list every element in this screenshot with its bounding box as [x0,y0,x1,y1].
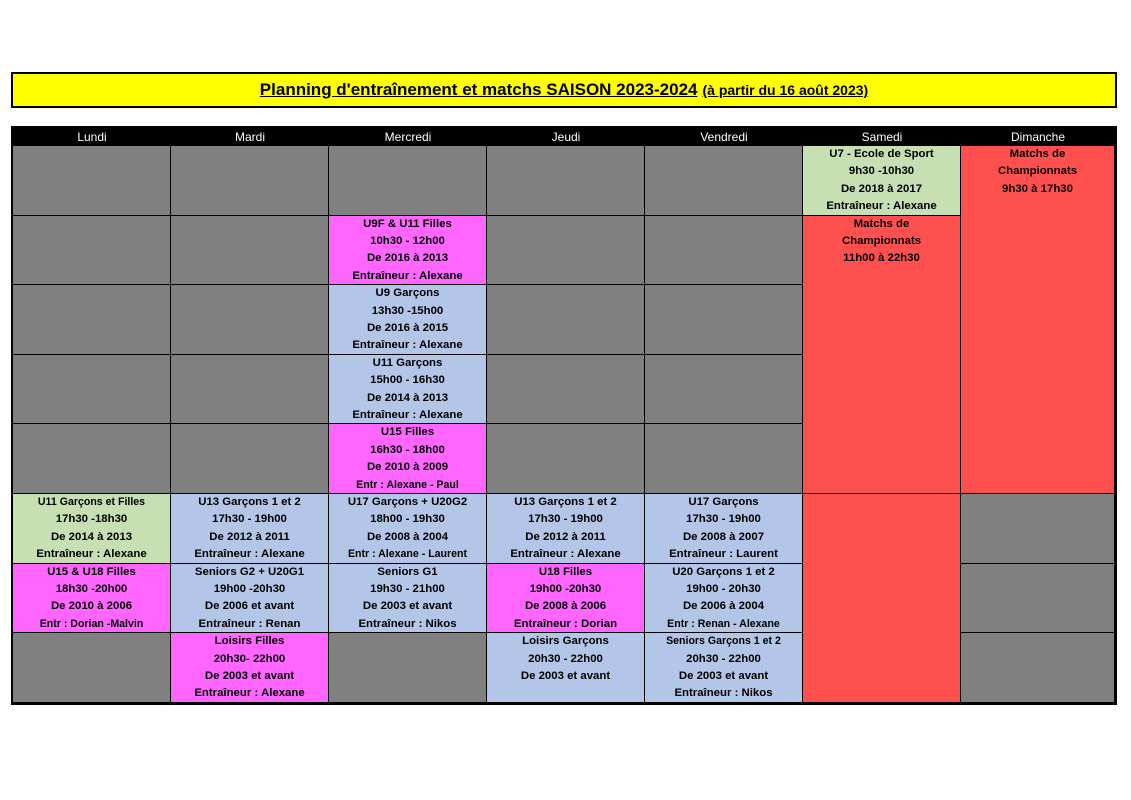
session-detail: Entr : Alexane - Paul [356,478,459,491]
page-title [11,72,1117,108]
session-detail: 20h30 - 22h00 [686,652,761,665]
empty-cell-samedi-5 [803,494,961,703]
empty-cell-mercredi-7 [329,633,487,703]
empty-cell-lundi-2 [13,285,171,355]
session-detail: De 2010 à 2009 [366,461,449,474]
session-detail: De 2006 et avant [204,600,295,613]
empty-cell-dimanche-6 [961,564,1115,634]
session-title: Matchs de [1009,148,1066,160]
session-detail: De 2003 et avant [520,669,611,682]
session-title: Matchs de [853,217,910,230]
session-detail: 18h00 - 19h30 [370,513,445,526]
session-detail: De 2014 à 2013 [366,391,449,404]
session-detail: Entraîneur : Nikos [674,687,773,700]
session-detail: Entraîneur : Renan [198,617,301,630]
session-cell-jeudi-7 [487,633,645,703]
session-detail: Entr : Dorian -Malvin [39,617,144,630]
day-header-2: Mercredi [329,128,487,146]
empty-cell-vendredi-4 [645,424,803,494]
session-cell-jeudi-6 [487,564,645,634]
empty-cell-jeudi-1 [487,216,645,286]
empty-cell-jeudi-2 [487,285,645,355]
empty-cell-vendredi-3 [645,355,803,425]
session-title: U15 Filles [380,426,435,439]
session-detail: 13h30 -15h00 [371,304,444,317]
session-cell-mercredi-2 [329,285,487,355]
session-title: Seniors G1 [377,565,438,578]
session-cell-lundi-6 [13,564,171,634]
session-cell-dimanche-0 [961,146,1115,494]
empty-cell-jeudi-0 [487,146,645,216]
session-detail: 19h30 - 21h00 [370,582,445,595]
empty-cell-jeudi-3 [487,355,645,425]
empty-cell-mardi-2 [171,285,329,355]
session-detail: Championnats [841,234,922,247]
day-header-0: Lundi [13,128,171,146]
schedule-table [11,126,1117,705]
empty-cell-jeudi-4 [487,424,645,494]
empty-cell-lundi-0 [13,146,171,216]
empty-cell-lundi-7 [13,633,171,703]
session-detail: 17h30 - 19h00 [686,513,761,526]
session-detail: 19h00 -20h30 [213,582,286,595]
session-title: U9 Garçons [375,287,440,300]
session-title: U17 Garçons [688,496,759,508]
session-detail: Entraîneur : Alexane [510,548,621,561]
session-cell-samedi-1 [803,216,961,494]
session-detail: 9h30 à 17h30 [1002,182,1073,195]
empty-cell-vendredi-0 [645,146,803,216]
session-detail: De 2018 à 2017 [840,182,923,195]
session-detail: 16h30 - 18h00 [370,443,445,456]
session-cell-lundi-5 [13,494,171,564]
session-detail: Championnats [997,165,1078,178]
session-detail: De 2016 à 2015 [366,321,449,334]
session-detail: De 2016 à 2013 [366,252,449,265]
day-header-3: Jeudi [487,128,645,146]
session-detail: 20h30 - 22h00 [528,652,603,665]
session-cell-vendredi-7 [645,633,803,703]
session-detail: Entraîneur : Alexane [352,339,463,352]
session-title: U15 & U18 Filles [47,565,136,578]
session-detail: Entraîneur : Alexane [36,548,147,561]
session-detail: Entraîneur : Dorian [513,617,618,630]
empty-cell-vendredi-1 [645,216,803,286]
session-detail: De 2006 à 2004 [682,600,765,613]
session-detail: Entr : Renan - Alexane [667,617,780,630]
session-title: U11 Garçons [372,356,443,369]
session-title: Loisirs Garçons [522,635,609,648]
empty-cell-mercredi-0 [329,146,487,216]
title-main: Planning d'entraînement et matchs SAISON 2023-2024 [259,80,698,99]
session-detail: Entraîneur : Alexane [352,269,463,282]
session-cell-vendredi-5 [645,494,803,564]
session-cell-mardi-5 [171,494,329,564]
session-detail: De 2014 à 2013 [50,530,133,543]
session-title: Seniors Garçons 1 et 2 [666,635,781,648]
session-detail: Entraîneur : Laurent [669,548,778,561]
session-detail: 17h30 -18h30 [55,513,128,526]
session-title: U13 Garçons 1 et 2 [198,496,301,508]
empty-cell-lundi-4 [13,424,171,494]
session-title: U7 - Ecole de Sport [829,148,934,160]
session-cell-mardi-6 [171,564,329,634]
session-detail: Entr : Alexane - Laurent [347,548,468,561]
session-detail: 18h30 -20h00 [55,582,128,595]
session-detail: 10h30 - 12h00 [370,234,445,247]
session-cell-mercredi-1 [329,216,487,286]
empty-cell-mardi-1 [171,216,329,286]
day-header-4: Vendredi [645,128,803,146]
session-detail: De 2010 à 2006 [50,600,133,613]
title-subtitle: (à partir du 16 août 2023) [702,82,869,98]
session-detail: 9h30 -10h30 [848,165,915,178]
session-title: U13 Garçons 1 et 2 [514,496,617,508]
session-cell-vendredi-6 [645,564,803,634]
session-detail: De 2008 à 2006 [524,600,607,613]
day-header-6: Dimanche [961,128,1115,146]
empty-cell-mardi-4 [171,424,329,494]
session-detail: De 2008 à 2004 [366,530,449,543]
session-detail: 20h30- 22h00 [213,652,286,665]
session-detail: 19h00 -20h30 [529,582,602,595]
session-detail: 15h00 - 16h30 [370,374,445,387]
session-detail: 11h00 à 22h30 [843,252,920,265]
session-detail: Entraîneur : Alexane [352,408,463,421]
session-detail: De 2008 à 2007 [682,530,765,543]
empty-cell-lundi-1 [13,216,171,286]
empty-cell-lundi-3 [13,355,171,425]
session-title: Loisirs Filles [214,635,285,648]
session-cell-mercredi-5 [329,494,487,564]
session-cell-samedi-0 [803,146,961,216]
session-cell-jeudi-5 [487,494,645,564]
session-detail: De 2012 à 2011 [209,530,290,543]
session-title: U20 Garçons 1 et 2 [672,565,775,578]
day-header-5: Samedi [803,128,961,146]
session-title: U18 Filles [538,565,593,578]
empty-cell-dimanche-5 [961,494,1115,564]
session-cell-mardi-7 [171,633,329,703]
session-detail: Entraîneur : Nikos [358,617,457,630]
empty-cell-dimanche-7 [961,633,1115,703]
session-cell-mercredi-4 [329,424,487,494]
session-title: U17 Garçons + U20G2 [347,496,468,508]
session-detail: Entraîneur : Alexane [194,687,305,700]
session-detail: De 2003 et avant [204,669,295,682]
empty-cell-vendredi-2 [645,285,803,355]
session-title: U9F & U11 Filles [363,217,452,230]
empty-cell-mardi-0 [171,146,329,216]
session-detail: 17h30 - 19h00 [528,513,603,526]
session-detail: De 2003 et avant [362,600,453,613]
session-detail: 17h30 - 19h00 [212,513,287,526]
session-detail: De 2003 et avant [678,669,769,682]
session-detail: Entraîneur : Alexane [194,548,305,561]
session-detail: De 2012 à 2011 [525,530,606,543]
session-title: U11 Garçons et Filles [37,496,146,508]
session-title: Seniors G2 + U20G1 [194,565,305,578]
day-header-1: Mardi [171,128,329,146]
empty-cell-mardi-3 [171,355,329,425]
session-cell-mercredi-6 [329,564,487,634]
session-detail: Entraîneur : Alexane [826,200,937,213]
session-cell-mercredi-3 [329,355,487,425]
session-detail: 19h00 - 20h30 [686,582,761,595]
